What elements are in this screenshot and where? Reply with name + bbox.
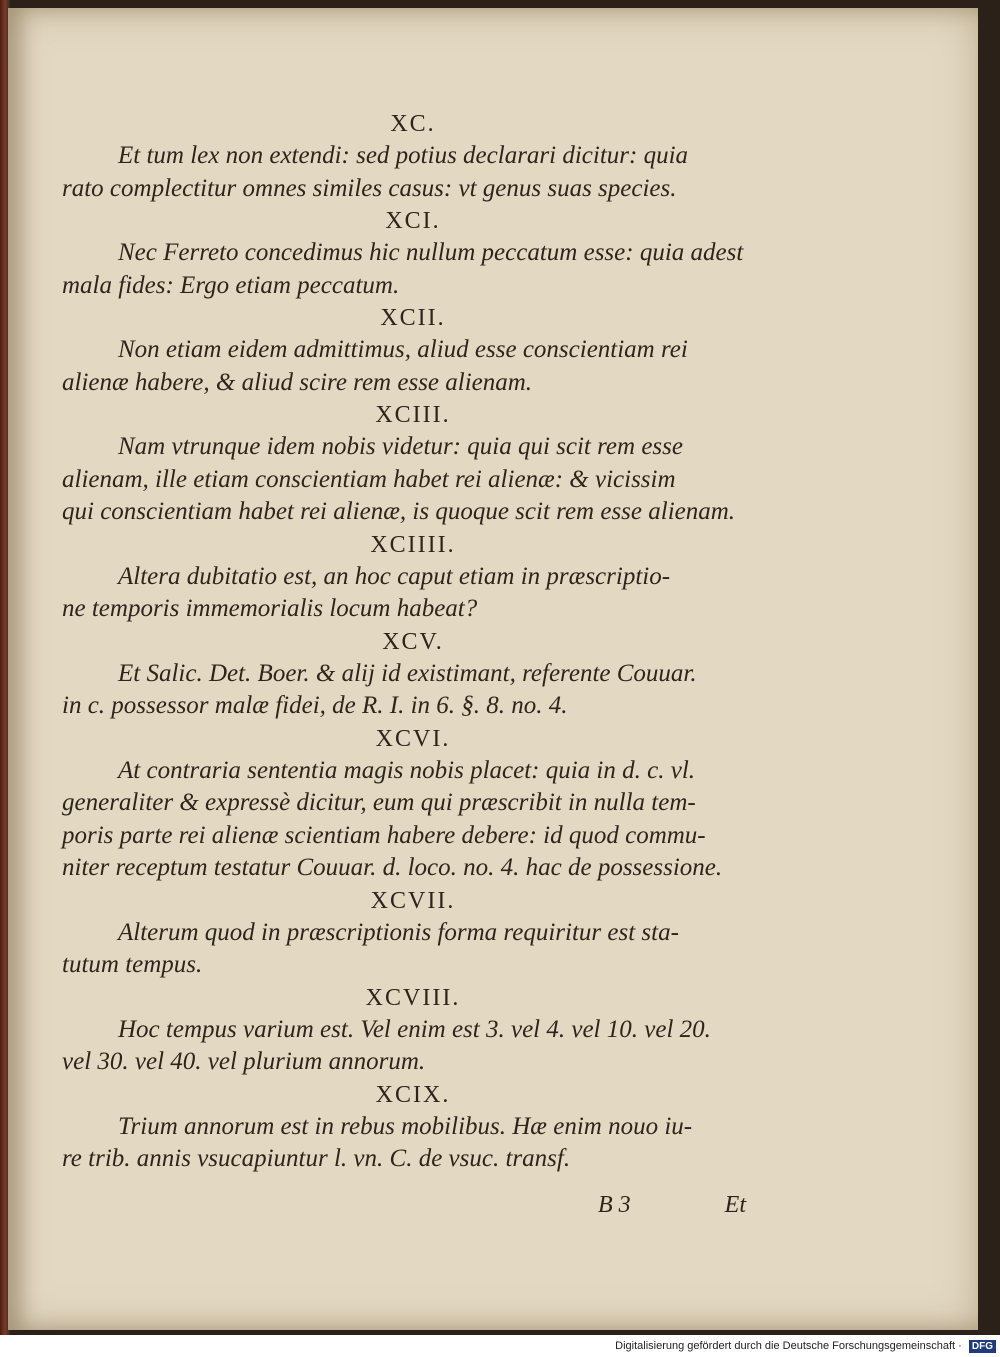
- dfg-logo-icon: DFG: [969, 1340, 996, 1353]
- paragraph-block: [62, 302, 764, 399]
- text-line: alienam, ille etiam conscientiam habet rei alienæ: & vicissim: [62, 465, 676, 493]
- text-line: niter receptum testatur Couuar. d. loco. no. 4. hac de possessione.: [62, 854, 723, 881]
- section-number-heading: XCVII.: [370, 887, 456, 914]
- text-line: Nam vtrunque idem nobis videtur: quia qui scit rem esse: [118, 433, 683, 460]
- section-number-heading: XCIX.: [375, 1081, 451, 1108]
- text-line: Et tum lex non extendi: sed potius declarari dicitur: quia: [118, 142, 689, 169]
- text-line: poris parte rei alienæ scientiam habere debere: id quod commu-: [62, 821, 706, 849]
- paragraph-block: [62, 205, 764, 302]
- paragraph-block: [62, 626, 764, 723]
- paragraph-block: [62, 1079, 764, 1176]
- text-line: At contraria sententia magis nobis placet: quia in d. c. vl.: [118, 756, 696, 784]
- text-line: re trib. annis vsucapiuntur l. vn. C. de vsuc. transf.: [62, 1145, 571, 1172]
- signature-mark: B 3: [598, 1192, 631, 1218]
- section-number-heading: XCVI.: [375, 725, 451, 752]
- section-number-heading: XCIIII.: [370, 531, 456, 558]
- section-number-heading: XCII.: [380, 305, 446, 331]
- text-line: Altera dubitatio est, an hoc caput etiam in præscriptio-: [118, 562, 671, 590]
- text-line: mala fides: Ergo etiam peccatum.: [62, 271, 400, 299]
- banner-separator: ·: [958, 1340, 962, 1352]
- text-line: Non etiam eidem admittimus, aliud esse conscientiam rei: [118, 336, 688, 363]
- section-number-heading: XC.: [390, 111, 436, 137]
- text-line: tutum tempus.: [62, 951, 203, 978]
- digitization-banner: [600, 1336, 1000, 1357]
- paragraph-block: [62, 529, 764, 626]
- text-line: ne temporis immemorialis locum habeat?: [62, 595, 478, 622]
- page-footer-marks: [598, 1192, 758, 1224]
- banner-text: Digitalisierung gefördert durch die Deutsche Forschungsgemeinschaft: [615, 1340, 956, 1352]
- section-number-heading: XCI.: [385, 208, 441, 234]
- text-line: qui conscientiam habet rei alienæ, is quoque scit rem esse alienam.: [62, 498, 736, 525]
- text-line: Nec Ferreto concedimus hic nullum peccatum esse: quia adest: [118, 239, 744, 266]
- section-number-heading: XCVIII.: [365, 984, 461, 1011]
- text-line: generaliter & expressè dicitur, eum qui præscribit in nulla tem-: [62, 789, 696, 816]
- catchword: Et: [724, 1192, 746, 1218]
- section-number-heading: XCIII.: [375, 402, 451, 428]
- text-line: alienæ habere, & aliud scire rem esse alienam.: [62, 368, 533, 396]
- paragraph-block: [62, 723, 764, 885]
- text-line: Et Salic. Det. Boer. & alij id existimant, referente Couuar.: [118, 659, 697, 687]
- text-line: Alterum quod in præscriptionis forma requiritur est sta-: [118, 918, 679, 946]
- text-line: in c. possessor malæ fidei, de R. I. in 6. §. 8. no. 4.: [62, 692, 568, 719]
- text-line: vel 30. vel 40. vel plurium annorum.: [62, 1048, 426, 1075]
- paragraph-block: [62, 885, 764, 982]
- paragraph-block: [62, 982, 764, 1079]
- paragraph-block: [62, 399, 764, 529]
- page-text-body: [62, 108, 764, 1176]
- paragraph-block: [62, 108, 764, 205]
- section-number-heading: XCV.: [382, 628, 444, 655]
- text-line: Hoc tempus varium est. Vel enim est 3. vel 4. vel 10. vel 20.: [118, 1015, 711, 1043]
- text-line: Trium annorum est in rebus mobilibus. Hæ enim nouo iu-: [118, 1112, 693, 1140]
- text-line: rato complectitur omnes similes casus: vt genus suas species.: [62, 174, 677, 202]
